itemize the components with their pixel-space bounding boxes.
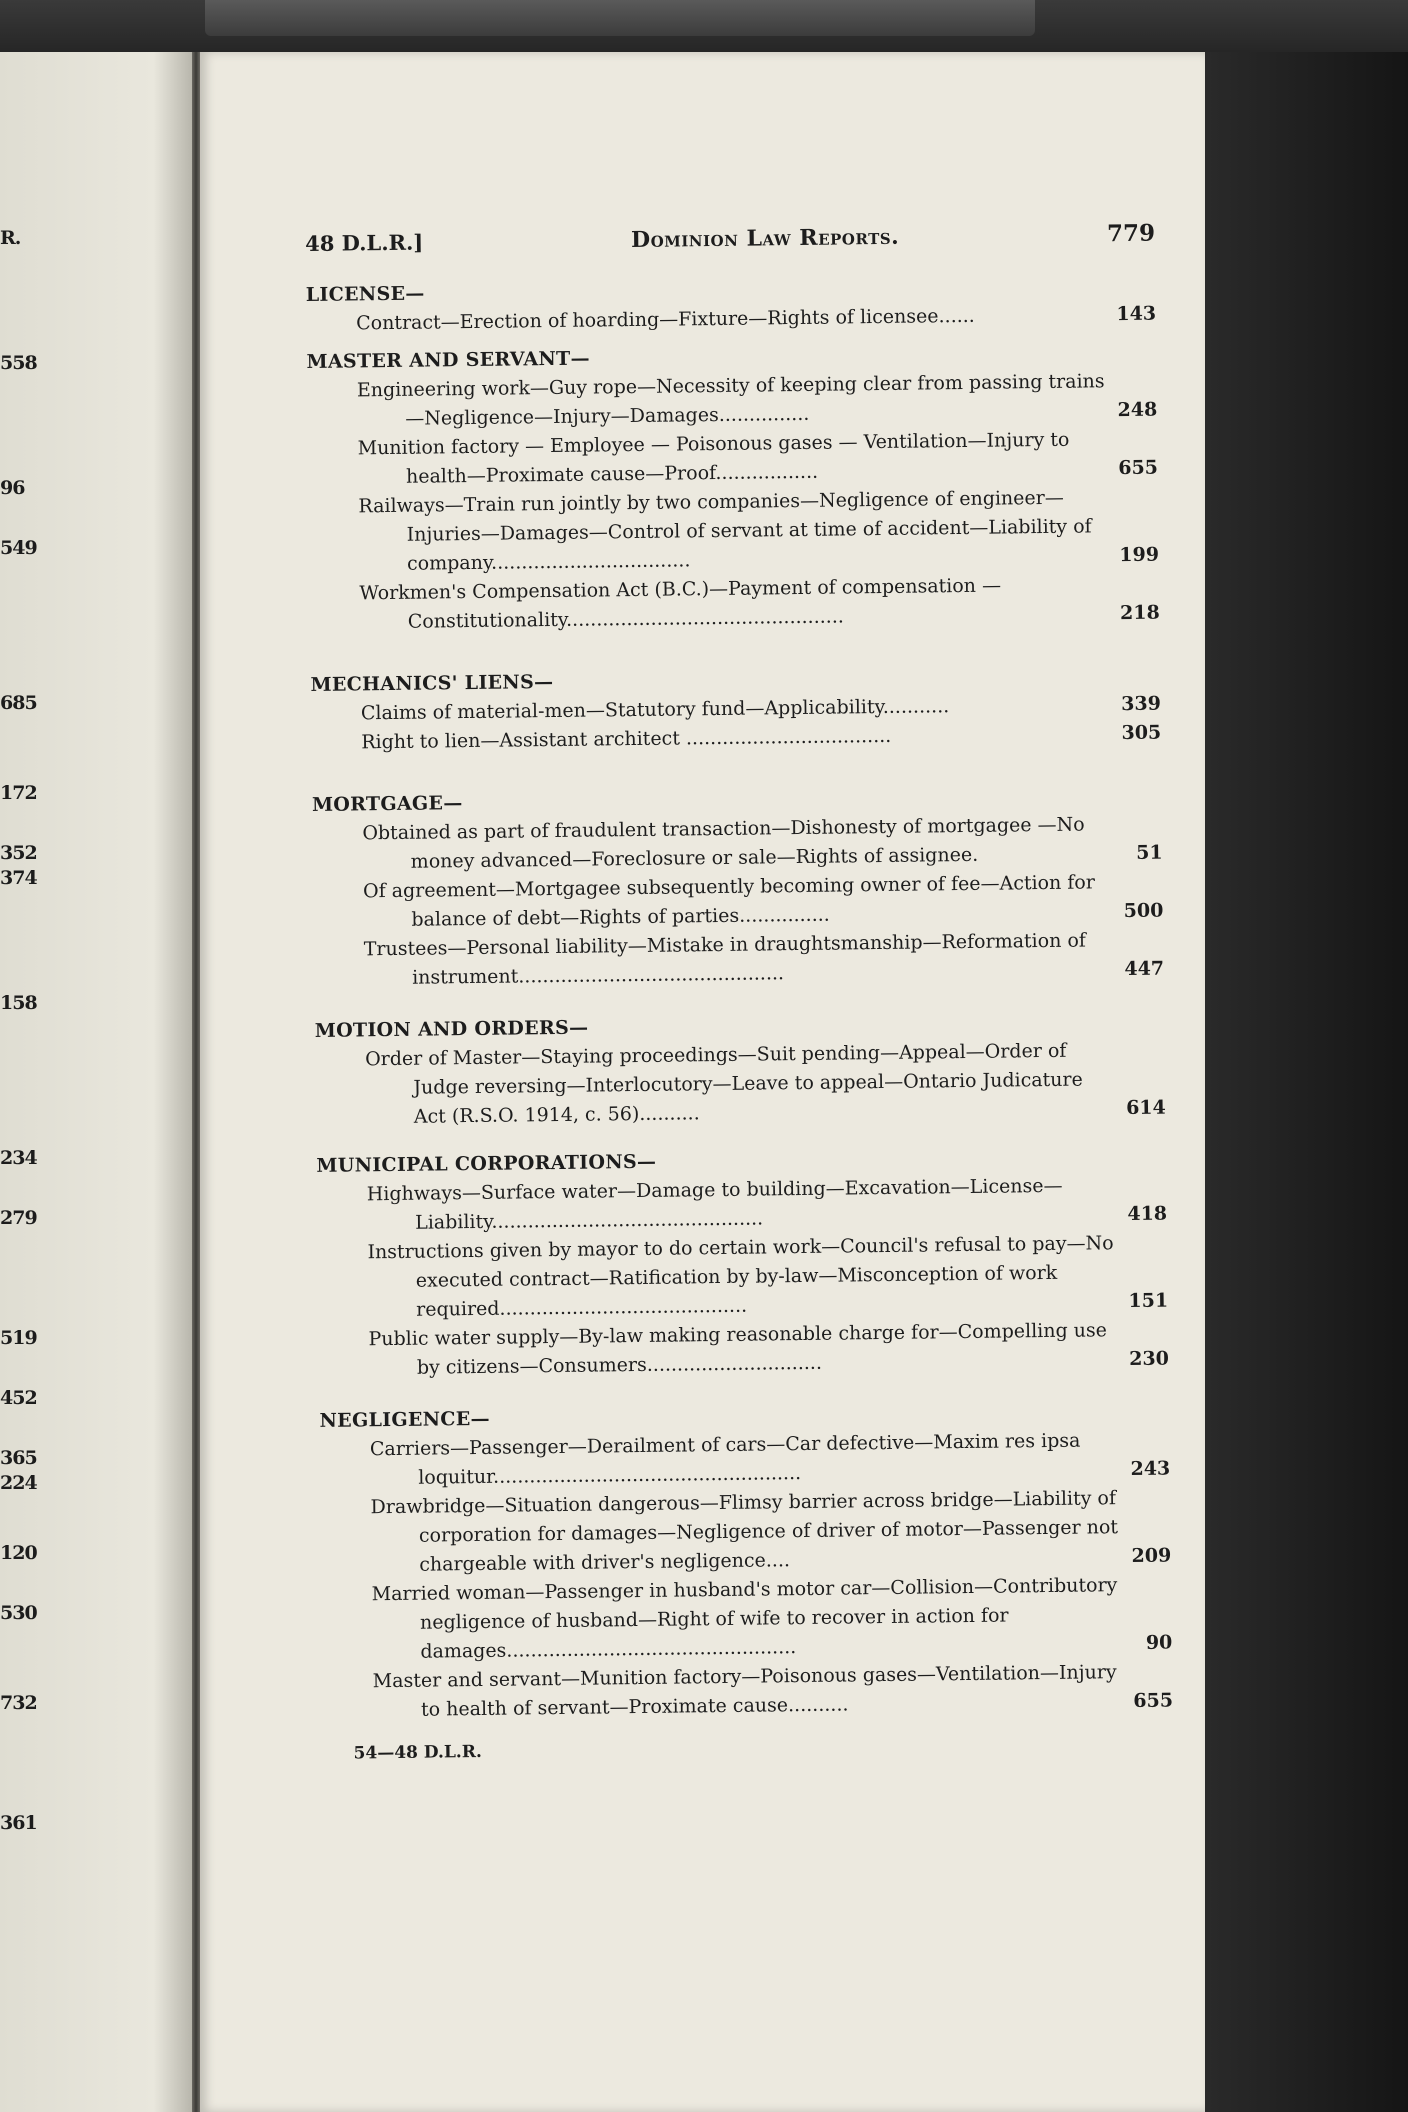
book-gutter	[192, 52, 200, 2112]
entry-page: 243	[1130, 1457, 1171, 1481]
entry-text: Contract—Erection of hoarding—Fixture—Rights of licensee......	[356, 304, 975, 335]
left-fragment: 361	[0, 1812, 37, 1834]
index-entry	[312, 810, 1163, 878]
left-fragment: 685	[0, 692, 37, 714]
index-entry	[313, 868, 1164, 936]
section-heading: MASTER AND SERVANT—	[306, 347, 590, 373]
entry-page: 51	[1136, 841, 1163, 864]
left-fragment: 352	[0, 842, 37, 864]
left-fragment: 158	[0, 992, 37, 1014]
index-entry	[320, 1426, 1171, 1494]
entry-page: 90	[1145, 1631, 1173, 1654]
entry-text: Highways—Surface water—Damage to building—Excavation—License—Liability.............................................	[366, 1174, 1063, 1234]
section-heading: MECHANICS' LIENS—	[310, 671, 554, 696]
entry-text: Carriers—Passenger—Derailment of cars—Car defective—Maxim res ipsa loquitur...................................................	[369, 1429, 1081, 1489]
section-heading: MORTGAGE—	[311, 792, 463, 816]
facing-left-page	[0, 52, 192, 2112]
index-entry	[323, 1658, 1174, 1726]
index-section	[306, 337, 1159, 638]
left-fragment: 374	[0, 867, 37, 889]
entry-page: 218	[1119, 601, 1160, 625]
entry-page: 447	[1124, 957, 1165, 981]
page-title: Dominion Law Reports.	[630, 223, 900, 254]
volume-label: 48 D.L.R.]	[305, 229, 424, 256]
entry-text: Order of Master—Staying proceedings—Suit pending—Appeal—Order of Judge reversing—Interlocutory—Leave to appeal—Ontario Judicature Act (R.S.O. 1914, c. 56)..........	[365, 1039, 1083, 1128]
entry-page: 199	[1119, 543, 1160, 567]
entry-text: Munition factory — Employee — Poisonous gases — Ventilation—Injury to health—Proximate cause—Proof.................	[357, 428, 1070, 488]
left-fragment: 549	[0, 537, 37, 559]
entry-page: 418	[1127, 1202, 1168, 1226]
left-fragment: 452	[0, 1387, 37, 1409]
page-content	[305, 220, 1174, 1764]
entry-page: 500	[1123, 899, 1164, 923]
left-fragment: 96	[0, 477, 25, 499]
entry-page: 230	[1129, 1347, 1169, 1371]
left-fragment: R.	[0, 227, 21, 249]
entry-text: Railways—Train run jointly by two companies—Negligence of engineer—Injuries—Damages—Control of servant at time of accident—Liability of company.................................	[358, 486, 1092, 575]
entry-text: Workmen's Compensation Act (B.C.)—Payment of compensation —Constitutionality..............................................	[359, 574, 1002, 633]
section-heading: NEGLIGENCE—	[319, 1407, 490, 1432]
index-entry	[308, 425, 1159, 493]
entry-text: Married woman—Passenger in husband's motor car—Collision—Contributory negligence of husband—Right of wife to recover in action for damages................................................	[371, 1574, 1118, 1663]
index-section	[310, 660, 1161, 758]
scanner-top-tab	[205, 0, 1035, 36]
index-entry	[317, 1229, 1168, 1326]
section-heading: LICENSE—	[305, 282, 425, 306]
entry-page: 151	[1128, 1289, 1169, 1313]
left-fragment: 172	[0, 782, 37, 804]
left-fragment: 234	[0, 1147, 37, 1169]
index-entry	[318, 1316, 1169, 1384]
section-heading: MOTION AND ORDERS—	[314, 1016, 589, 1042]
entry-text: Right to lien—Assistant architect ..................................	[361, 724, 892, 754]
index-entry	[320, 1484, 1171, 1581]
entry-text: Drawbridge—Situation dangerous—Flimsy barrier across bridge—Liability of corporation for damages—Negligence of driver of motor—Passenger not chargeable with driver's negligence....	[370, 1487, 1119, 1576]
entry-text: Master and servant—Munition factory—Poisonous gases—Ventilation—Injury to health of servant—Proximate cause..........	[372, 1661, 1117, 1721]
entry-page: 143	[1116, 302, 1157, 326]
index-section	[315, 1006, 1166, 1133]
entry-text: Trustees—Personal liability—Mistake in draughtsmanship—Reformation of instrument............................................	[363, 929, 1087, 989]
entry-text: Instructions given by mayor to do certain work—Council's refusal to pay—No executed contract—Ratification by by-law—Misconception of work required.........................................	[367, 1232, 1114, 1321]
left-fragment: 519	[0, 1327, 37, 1349]
index-entry	[314, 926, 1165, 994]
entry-text: Public water supply—By-law making reasonable charge for—Compelling use by citizens—Consumers.............................	[368, 1319, 1108, 1379]
entry-text: Claims of material-men—Statutory fund—Applicability...........	[360, 695, 950, 725]
entry-page: 655	[1118, 456, 1159, 480]
index-entry	[307, 367, 1158, 435]
index-entry	[322, 1571, 1173, 1668]
entry-page: 614	[1125, 1096, 1166, 1120]
index-section	[312, 780, 1164, 994]
scanner-right-edge	[1205, 52, 1408, 2112]
section-heading: MUNICIPAL CORPORATIONS—	[316, 1150, 657, 1177]
index-section	[316, 1141, 1169, 1384]
left-fragment: 732	[0, 1692, 37, 1714]
index-section	[319, 1396, 1173, 1726]
entry-page: 655	[1133, 1689, 1174, 1712]
entry-page: 339	[1121, 692, 1161, 716]
scanner-top-band	[0, 0, 1408, 52]
entry-text: Of agreement—Mortgagee subsequently becoming owner of fee—Action for balance of debt—Rights of parties...............	[362, 871, 1096, 931]
page-number: 779	[1106, 219, 1156, 248]
signature-mark: 54—48 D.L.R.	[353, 1741, 482, 1764]
index-entry	[317, 1171, 1168, 1239]
left-fragment: 279	[0, 1207, 37, 1229]
index-section	[306, 270, 1157, 339]
left-fragment: 558	[0, 352, 37, 374]
entry-page: 209	[1131, 1544, 1172, 1567]
index-entry	[309, 570, 1160, 638]
left-fragment: 365	[0, 1447, 37, 1469]
entry-page: 305	[1121, 721, 1162, 745]
left-fragment: 120	[0, 1542, 37, 1564]
index-entry	[308, 483, 1159, 580]
entry-text: Obtained as part of fraudulent transaction—Dishonesty of mortgagee —No money advanced—Foreclosure or sale—Rights of assignee.	[362, 813, 1085, 873]
index-entry	[315, 1036, 1166, 1133]
left-fragment: 530	[0, 1602, 37, 1624]
entry-page: 248	[1117, 398, 1158, 422]
left-fragment: 224	[0, 1472, 37, 1494]
entry-text: Engineering work—Guy rope—Necessity of keeping clear from passing trains—Negligence—Injury—Damages...............	[356, 370, 1105, 430]
